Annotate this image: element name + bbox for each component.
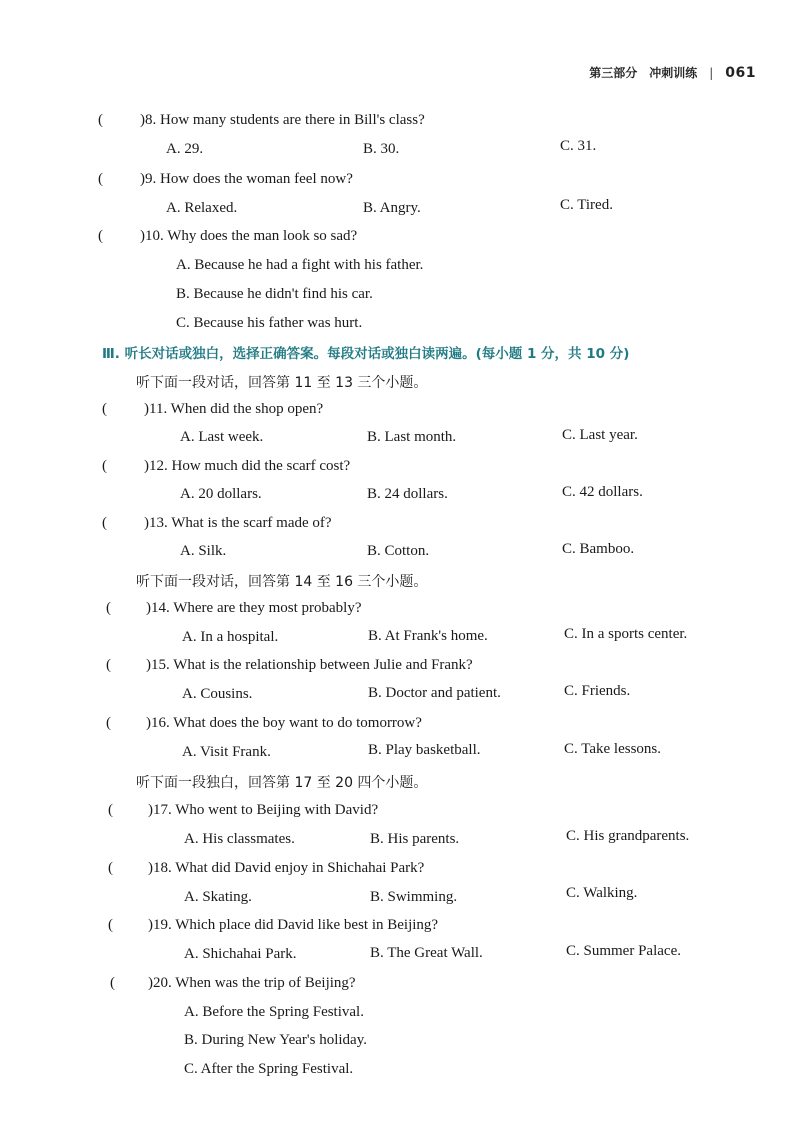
question-stem: )17. Who went to Beijing with David?	[148, 802, 379, 818]
question-stem: )11. When did the shop open?	[144, 401, 324, 417]
option-c: C. 31.	[560, 138, 597, 154]
answer-paren[interactable]: (	[108, 802, 113, 818]
option-b: B. During New Year's holiday.	[184, 1032, 367, 1048]
option-b: B. The Great Wall.	[370, 945, 483, 961]
header-section-label: 第三部分 冲刺训练	[589, 66, 698, 80]
answer-paren[interactable]: (	[108, 860, 113, 876]
question-stem: )19. Which place did David like best in Beijing?	[148, 917, 439, 933]
monologue-intro: 听下面一段独白，回答第 17 至 20 四个小题。	[136, 775, 428, 791]
page-header	[589, 64, 756, 81]
option-a: A. Relaxed.	[166, 200, 238, 216]
option-c: C. Last year.	[562, 427, 638, 443]
option-c: C. Friends.	[564, 683, 631, 699]
answer-paren[interactable]: (	[106, 657, 111, 673]
answer-paren[interactable]: (	[110, 975, 115, 991]
option-b: B. Because he didn't find his car.	[176, 286, 373, 302]
option-a: A. Visit Frank.	[182, 744, 271, 760]
option-c: C. Take lessons.	[564, 741, 662, 757]
answer-paren[interactable]: (	[102, 515, 107, 531]
page-number: 061	[725, 64, 756, 81]
option-a: A. 29.	[166, 141, 204, 157]
dialogue-intro-2: 听下面一段对话，回答第 14 至 16 三个小题。	[136, 574, 428, 590]
option-a: A. His classmates.	[184, 831, 295, 847]
question-stem: )13. What is the scarf made of?	[144, 515, 332, 531]
option-b: B. 30.	[363, 141, 400, 157]
answer-paren[interactable]: (	[98, 112, 103, 128]
option-c: C. Because his father was hurt.	[176, 315, 363, 331]
question-stem: )9. How does the woman feel now?	[140, 171, 353, 187]
option-a: A. Silk.	[180, 543, 227, 559]
option-c: C. Walking.	[566, 885, 638, 901]
answer-paren[interactable]: (	[98, 228, 103, 244]
option-b: B. Angry.	[363, 200, 421, 216]
option-a: A. In a hospital.	[182, 629, 279, 645]
answer-paren[interactable]: (	[106, 715, 111, 731]
option-b: B. Last month.	[367, 429, 457, 445]
question-stem: )8. How many students are there in Bill's class?	[140, 112, 425, 128]
option-c: C. Summer Palace.	[566, 943, 681, 959]
question-stem: )15. What is the relationship between Julie and Frank?	[146, 657, 473, 673]
option-a: A. Last week.	[180, 429, 264, 445]
answer-paren[interactable]: (	[108, 917, 113, 933]
option-b: B. Swimming.	[370, 889, 458, 905]
question-stem: )10. Why does the man look so sad?	[140, 228, 358, 244]
question-stem: )16. What does the boy want to do tomorrow?	[146, 715, 422, 731]
option-c: C. Tired.	[560, 197, 613, 213]
option-a: A. Skating.	[184, 889, 252, 905]
option-a: A. Cousins.	[182, 686, 253, 702]
option-c: C. In a sports center.	[564, 626, 688, 642]
option-b: B. His parents.	[370, 831, 460, 847]
option-b: B. Cotton.	[367, 543, 430, 559]
option-b: B. At Frank's home.	[368, 628, 488, 644]
dialogue-intro-1: 听下面一段对话，回答第 11 至 13 三个小题。	[136, 375, 428, 391]
option-b: B. 24 dollars.	[367, 486, 448, 502]
option-c: C. His grandparents.	[566, 828, 690, 844]
question-stem: )12. How much did the scarf cost?	[144, 458, 351, 474]
answer-paren[interactable]: (	[102, 458, 107, 474]
answer-paren[interactable]: (	[102, 401, 107, 417]
option-a: A. Because he had a fight with his father.	[176, 257, 424, 273]
answer-paren[interactable]: (	[98, 171, 103, 187]
option-c: C. Bamboo.	[562, 541, 635, 557]
question-stem: )18. What did David enjoy in Shichahai Park?	[148, 860, 425, 876]
question-stem: )14. Where are they most probably?	[146, 600, 362, 616]
option-a: A. Shichahai Park.	[184, 946, 297, 962]
option-a: A. 20 dollars.	[180, 486, 262, 502]
section-3-title: Ⅲ. 听长对话或独白，选择正确答案。每段对话或独白读两遍。(每小题 1 分，共 10 分)	[102, 346, 630, 362]
question-stem: )20. When was the trip of Beijing?	[148, 975, 356, 991]
header-separator: |	[709, 65, 714, 80]
option-a: A. Before the Spring Festival.	[184, 1004, 364, 1020]
option-c: C. After the Spring Festival.	[184, 1061, 354, 1077]
option-c: C. 42 dollars.	[562, 484, 643, 500]
option-b: B. Play basketball.	[368, 742, 481, 758]
answer-paren[interactable]: (	[106, 600, 111, 616]
option-b: B. Doctor and patient.	[368, 685, 501, 701]
